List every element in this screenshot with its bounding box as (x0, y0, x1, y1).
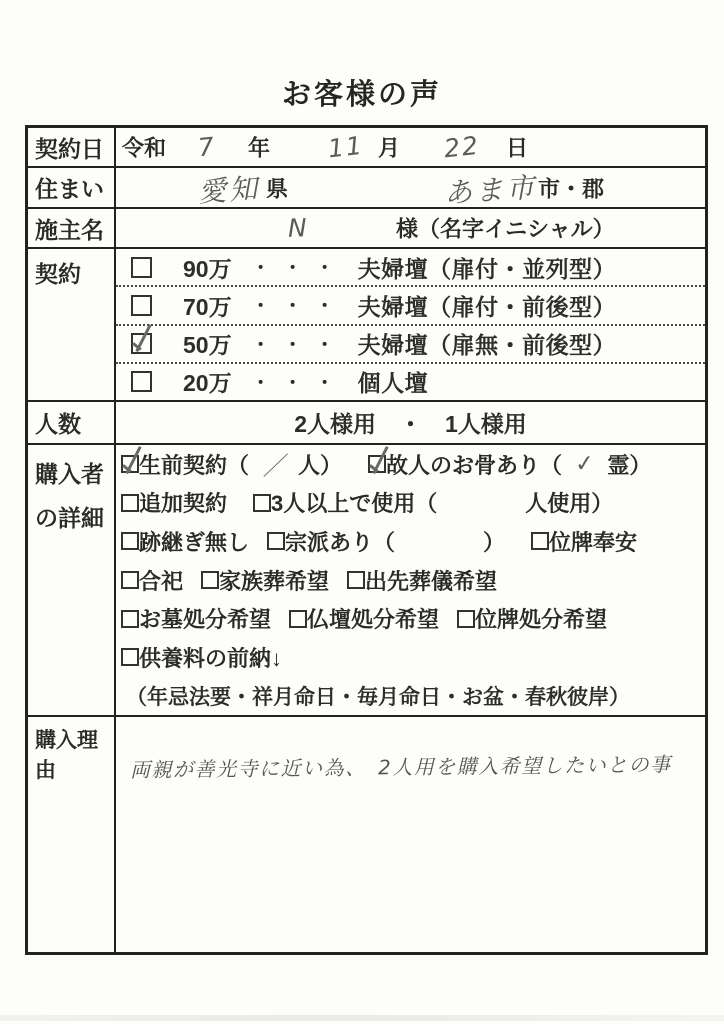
day-unit: 日 (506, 135, 529, 161)
checkbox-three-or-more[interactable] (253, 494, 271, 512)
checkbox-butsudan-disposal[interactable] (289, 610, 307, 628)
option-dots: ・・・ (251, 296, 348, 317)
owner-name-label: 施主名 (28, 209, 116, 247)
option-text: 人） (298, 452, 343, 478)
customer-voice-form (25, 125, 708, 955)
city-value-handwritten: あま市 (443, 170, 539, 210)
ihai-disposal-option (457, 603, 607, 634)
memorial-services-note: （年忌法要・祥月命日・毎月命日・お盆・春秋彼岸） (126, 685, 630, 709)
purchaser-line-6 (116, 638, 705, 677)
option-dots: ・・・ (251, 334, 348, 355)
offsite-funeral-option (347, 565, 497, 596)
contract-label: 契約 (28, 249, 116, 400)
option-text: 霊） (607, 452, 652, 478)
owner-name-content (116, 209, 705, 247)
purchaser-line-1 (116, 445, 705, 484)
checkbox-deceased-remains[interactable] (368, 455, 386, 473)
option-price: 20万 (183, 370, 232, 397)
row-purchase-reason (28, 717, 705, 952)
page-title: お客様の声 (281, 79, 442, 111)
people-count-text: 2人様用 ・ 1人様用 (294, 411, 527, 437)
option-text: 跡継ぎ無し (139, 529, 250, 555)
option-text: 追加契約 (139, 491, 228, 517)
purchaser-details-content (116, 445, 705, 715)
checkbox-ihai-enshrine[interactable] (531, 532, 549, 550)
people-count-label: 人数 (28, 402, 116, 443)
purchase-reason-content (116, 717, 705, 952)
owner-name-suffix: 様（名字イニシャル） (396, 216, 615, 242)
purchase-reason-handwritten: 両親が善光寺に近い為、 2人用を購入希望したいとの事 (129, 752, 672, 782)
checkbox-grave-disposal[interactable] (121, 610, 139, 628)
goushi-option (121, 565, 183, 596)
option-text: 位牌処分希望 (475, 607, 608, 633)
purchaser-label-line2: の詳細 (35, 505, 104, 531)
row-contract-date (28, 128, 705, 168)
contract-option-70 (116, 287, 705, 325)
checkbox-ihai-disposal[interactable] (457, 610, 475, 628)
option-text: 供養料の前納↓ (139, 645, 283, 671)
no-successor-option (121, 526, 249, 557)
option-text: 仏壇処分希望 (307, 607, 440, 633)
contract-date-content (116, 128, 705, 166)
ihai-enshrine-option (531, 526, 637, 557)
scan-bottom-edge (0, 1015, 724, 1021)
checkbox-20man[interactable] (131, 371, 152, 392)
three-or-more-option (253, 487, 613, 518)
option-text: 宗派あり（ ） (285, 529, 506, 555)
option-text: 位牌奉安 (549, 529, 638, 555)
checkbox-family-funeral[interactable] (201, 571, 219, 589)
option-text: 生前契約（ (139, 452, 250, 478)
checkbox-goushi[interactable] (121, 571, 139, 589)
butsudan-disposal-option (289, 603, 439, 634)
family-funeral-option (201, 565, 329, 596)
checkbox-no-successor[interactable] (121, 532, 139, 550)
deceased-remains-option (368, 449, 651, 480)
row-residence (28, 168, 705, 209)
city-unit: 市・郡 (538, 176, 605, 201)
month-unit: 月 (378, 135, 401, 161)
purchaser-label-line1: 購入者 (35, 461, 104, 487)
row-people-count (28, 402, 705, 445)
row-purchaser-details (28, 445, 705, 717)
has-sect-option (267, 526, 505, 557)
contract-option-50 (116, 326, 705, 364)
option-text: 3人以上で使用（ 人使用） (271, 491, 614, 517)
grave-disposal-option (121, 603, 271, 634)
option-text: 合祀 (139, 568, 184, 594)
checkbox-prearranged-contract[interactable] (121, 455, 139, 473)
row-contract-options (28, 249, 705, 402)
checkbox-additional-contract[interactable] (121, 494, 139, 512)
prefecture-value-handwritten: 愛知 (197, 171, 262, 209)
contract-date-label: 契約日 (28, 128, 116, 166)
additional-contract-option (121, 487, 227, 518)
checkbox-prepaid-memorial[interactable] (121, 648, 139, 666)
contract-option-90 (116, 249, 705, 287)
residence-content (116, 168, 705, 210)
residence-label: 住まい (28, 168, 116, 207)
checkbox-offsite-funeral[interactable] (347, 571, 365, 589)
option-text: お墓処分希望 (139, 607, 272, 633)
option-price: 50万 (183, 332, 232, 359)
prepaid-memorial-option (121, 642, 282, 673)
option-price: 90万 (183, 255, 232, 282)
option-text: 故人のお骨あり（ (386, 452, 563, 478)
option-desc: 夫婦壇（扉付・前後型） (357, 293, 617, 320)
option-dots: ・・・ (251, 372, 348, 393)
purchaser-details-label (28, 445, 116, 715)
era-text: 令和 (122, 135, 167, 161)
owner-initial-handwritten: N (287, 213, 308, 243)
year-value-handwritten: 7 (196, 131, 218, 163)
option-text: 出先葬儀希望 (365, 568, 498, 594)
option-price: 70万 (183, 293, 232, 320)
purchaser-line-2 (116, 484, 705, 523)
month-value-handwritten: 11 (326, 130, 366, 164)
prearranged-contract-option (121, 448, 342, 481)
checkbox-50man-checked[interactable] (131, 333, 152, 354)
option-text: 家族葬希望 (219, 568, 330, 594)
option-desc: 夫婦壇（扉無・前後型） (357, 332, 617, 359)
year-unit: 年 (248, 135, 271, 161)
row-owner-name (28, 209, 705, 249)
checkbox-has-sect[interactable] (267, 532, 285, 550)
option-dots: ・・・ (251, 258, 348, 279)
day-value-handwritten: 22 (442, 130, 482, 164)
purchaser-line-5 (116, 599, 705, 638)
option-desc: 個人壇 (357, 370, 429, 397)
checkbox-70man[interactable] (131, 295, 152, 316)
contract-option-20 (116, 364, 705, 400)
prefecture-unit: 県 (266, 176, 289, 201)
purchaser-line-7 (116, 676, 705, 715)
checkbox-90man[interactable] (131, 257, 152, 278)
purchaser-line-4 (116, 561, 705, 600)
option-desc: 夫婦壇（扉付・並列型） (357, 255, 617, 282)
purchase-reason-label: 購入理由 (28, 717, 116, 952)
spirits-count-handwritten: ✓ (573, 450, 596, 479)
count-handwritten: ／ (261, 452, 287, 481)
purchaser-line-3 (116, 522, 705, 561)
contract-options-content (116, 249, 705, 400)
